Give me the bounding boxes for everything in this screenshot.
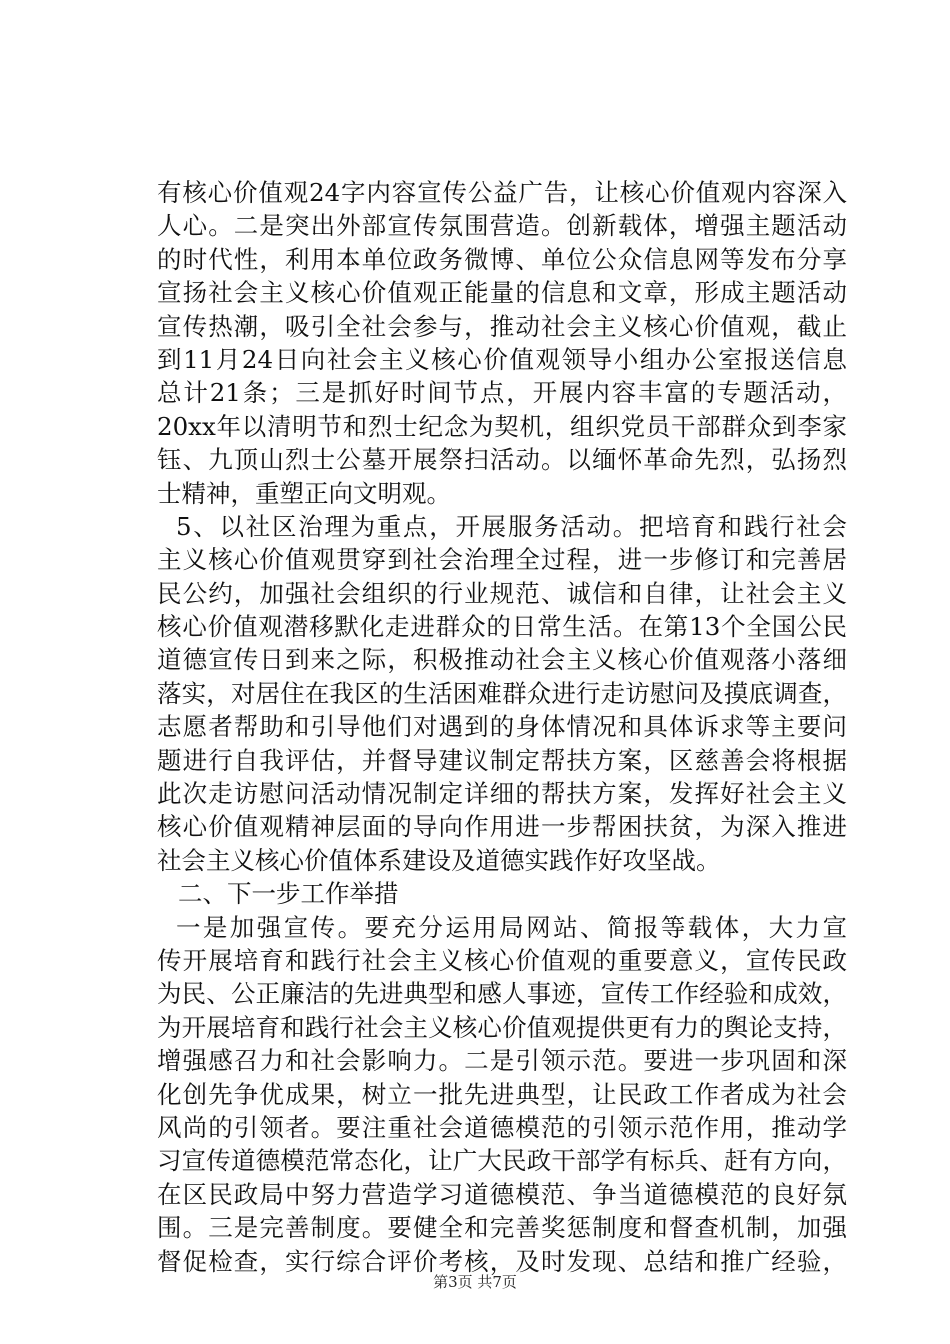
text-line: 民公约，加强社会组织的行业规范、诚信和自律，让社会主义 [157, 578, 847, 608]
text-line: 核心价值观潜移默化走进群众的日常生活。在第13个全国公民 [157, 612, 847, 642]
section-heading: 二、下一步工作举措 [178, 879, 399, 909]
text-line: 宣传热潮，吸引全社会参与，推动社会主义核心价值观，截止 [157, 311, 847, 341]
text-line: 增强感召力和社会影响力。二是引领示范。要进一步巩固和深 [157, 1046, 847, 1076]
paragraph-start-line: 一是加强宣传。要充分运用局网站、简报等载体，大力宣 [176, 912, 847, 942]
text-line: 此次走访慰问活动情况制定详细的帮扶方案，发挥好社会主义 [157, 779, 847, 809]
text-line: 核心价值观精神层面的导向作用进一步帮困扶贫，为深入推进 [157, 812, 847, 842]
text-line: 为民、公正廉洁的先进典型和感人事迹，宣传工作经验和成效， [157, 979, 847, 1009]
text-line: 传开展培育和践行社会主义核心价值观的重要意义，宣传民政 [157, 945, 847, 975]
text-line: 为开展培育和践行社会主义核心价值观提供更有力的舆论支持， [157, 1012, 847, 1042]
text-line: 的时代性，利用本单位政务微博、单位公众信息网等发布分享 [157, 244, 847, 274]
text-line: 督促检查，实行综合评价考核，及时发现、总结和推广经验， [157, 1246, 847, 1276]
text-line: 落实，对居住在我区的生活困难群众进行走访慰问及摸底调查， [157, 678, 847, 708]
text-line: 宣扬社会主义核心价值观正能量的信息和文章，形成主题活动 [157, 278, 847, 308]
text-line: 在区民政局中努力营造学习道德模范、争当道德模范的良好氛 [157, 1179, 847, 1209]
body-text [157, 176, 847, 1278]
text-line: 总计21条；三是抓好时间节点，开展内容丰富的专题活动， [157, 378, 847, 408]
text-line: 化创先争优成果，树立一批先进典型，让民政工作者成为社会 [157, 1079, 847, 1109]
page-footer [0, 1272, 950, 1292]
text-line: 人心。二是突出外部宣传氛围营造。创新载体，增强主题活动 [157, 211, 847, 241]
text-line: 志愿者帮助和引导他们对遇到的身体情况和具体诉求等主要问 [157, 712, 847, 742]
page-number: 第3页 共7页 [433, 1273, 517, 1291]
text-line: 20xx年以清明节和烈士纪念为契机，组织党员干部群众到李家 [157, 411, 847, 441]
text-line: 士精神，重塑正向文明观。 [157, 478, 451, 508]
text-line: 到11月24日向社会主义核心价值观领导小组办公室报送信息 [157, 344, 847, 374]
text-line: 题进行自我评估，并督导建议制定帮扶方案，区慈善会将根据 [157, 745, 847, 775]
text-line: 主义核心价值观贯穿到社会治理全过程，进一步修订和完善居 [157, 545, 847, 575]
text-line: 习宣传道德模范常态化，让广大民政干部学有标兵、赶有方向， [157, 1146, 847, 1176]
text-line: 社会主义核心价值体系建设及道德实践作好攻坚战。 [157, 845, 721, 875]
text-line: 风尚的引领者。要注重社会道德模范的引领示范作用，推动学 [157, 1112, 847, 1142]
text-line: 围。三是完善制度。要健全和完善奖惩制度和督查机制，加强 [157, 1213, 847, 1243]
text-line: 有核心价值观24字内容宣传公益广告，让核心价值观内容深入 [157, 178, 847, 207]
text-line: 道德宣传日到来之际，积极推动社会主义核心价值观落小落细 [157, 645, 847, 675]
text-line: 钰、九顶山烈士公墓开展祭扫活动。以缅怀革命先烈，弘扬烈 [157, 445, 847, 475]
paragraph-start-line: 5、以社区治理为重点，开展服务活动。把培育和践行社会 [176, 511, 847, 541]
